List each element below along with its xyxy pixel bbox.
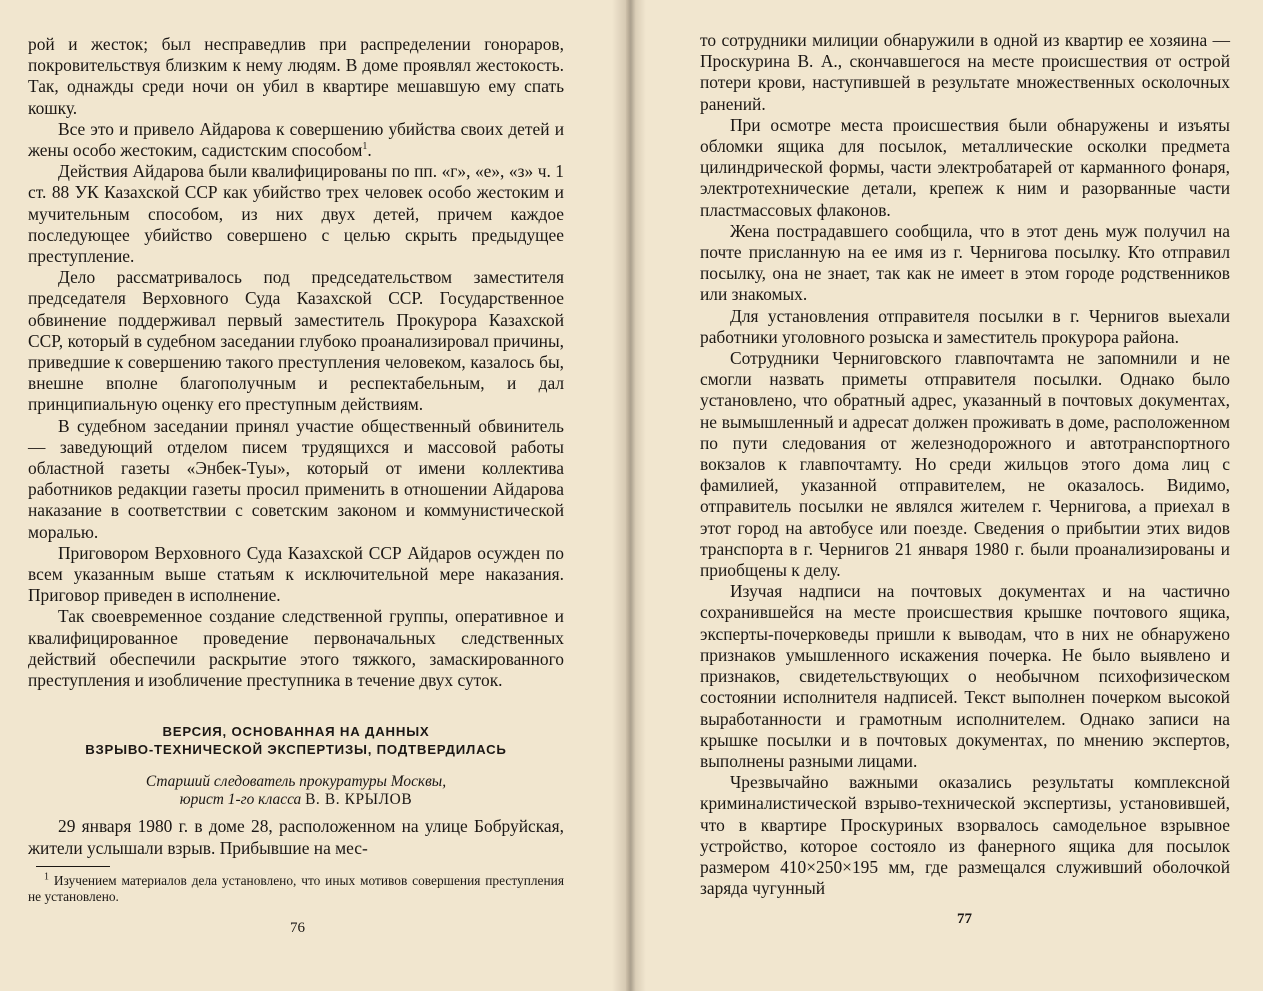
paragraph: Действия Айдарова были квалифицированы по пп. «г», «е», «з» ч. 1 ст. 88 УК Казахской ССР как убийство трех человек особо жестоким и мучительным способом, из них двух детей, причем каждое последующее убийство совершено с целью скрыть предыдущее преступление. bbox=[28, 161, 564, 267]
footnote bbox=[28, 873, 564, 905]
paragraph: Так своевременное создание следственной группы, оперативное и квалифицированное проведение первоначальных следственных действий обеспечили раскрытие этого тяжкого, замаскированного преступления и изобличение преступника в течение двух суток. bbox=[28, 606, 564, 691]
paragraph: Изучая надписи на почтовых документах и на частично сохранившейся на месте происшествия крышке почтового ящика, эксперты-почерковеды пришли к выводам, что в них не обнаружено признаков умышленного искажения почерка. Не было выявлено и признаков, свидетельствующих о необычном психофизическом состоянии исполнителя надписей. Текст выполнен почерком высокой выработанности и грамотным исполнителем. Однако записи на крышке посылки и в почтовых документах, по мнению экспертов, выполнены разными лицами. bbox=[700, 581, 1230, 771]
left-page bbox=[0, 0, 626, 991]
footnote-marker: 1 bbox=[362, 141, 368, 153]
byline-position: Старший следователь прокуратуры Москвы, bbox=[145, 773, 447, 791]
author-name: В. В. КРЫЛОВ bbox=[305, 790, 413, 808]
byline-rank: юрист 1-го класса bbox=[179, 790, 302, 808]
left-page-text bbox=[28, 34, 564, 905]
paragraph: Дело рассматривалось под председательством заместителя председателя Верховного Суда Казахской ССР. Государственное обвинение поддерживал первый заместитель Прокурора Казахской ССР, который в судебном заседании глубоко проанализировал причины, приведшие к совершению такого преступления человеком, казалось бы, внешне вполне благополучным и респектабельным, и дал принципиальную оценку его преступным действиям. bbox=[28, 267, 564, 415]
right-page bbox=[630, 0, 1263, 991]
page-number: 77 bbox=[957, 911, 972, 927]
paragraph: При осмотре места происшествия были обнаружены и изъяты обломки ящика для посылок, металлические осколки предмета цилиндрической формы, части электробатарей от карманного фонаря, электротехнические детали, крепеж к ним и разорванные части пластмассовых флаконов. bbox=[700, 114, 1230, 220]
paragraph: В судебном заседании принял участие общественный обвинитель — заведующий отделом писем трудящихся и массовой работы областной газеты «Энбек-Туы», который от имени коллектива работников редакции газеты просил применить в отношении Айдарова наказание в соответствии с советским законом и коммунистической моралью. bbox=[28, 415, 564, 542]
section-title-line: ВЕРСИЯ, ОСНОВАННАЯ НА ДАННЫХ bbox=[162, 724, 430, 740]
paragraph: Приговором Верховного Суда Казахской ССР Айдаров осужден по всем указанным выше статьям к исключительной мере наказания. Приговор приведен в исполнение. bbox=[28, 542, 564, 606]
paragraph-text: Все это и привело Айдарова к совершению убийства своих детей и жены особо жестоким, садистским способом bbox=[28, 118, 564, 161]
paragraph: 29 января 1980 г. в доме 28, расположенном на улице Бобруйская, жители услышали взрыв. Прибывшие на мес- bbox=[28, 816, 564, 858]
paragraph: Жена пострадавшего сообщила, что в этот день муж получил на почте присланную на ее имя из г. Чернигова посылку. Кто отправил посылку, она не знает, так как не имеет в этом городе родственников или знакомых. bbox=[700, 220, 1230, 305]
right-page-text bbox=[700, 30, 1230, 899]
section-title bbox=[28, 723, 564, 759]
footnote-divider bbox=[36, 866, 110, 867]
author-byline bbox=[28, 773, 564, 808]
paragraph: Чрезвычайно важными оказались результаты комплексной криминалистической взрыво-технической экспертизы, установившей, что в квартире Проскуриных взорвалось самодельное взрывное устройство, которое состояло из фанерного ящика для посылок размером 410×250×195 мм, где размещался служивший оболочкой заряда чугунный bbox=[700, 772, 1230, 899]
paragraph: Для установления отправителя посылки в г. Чернигов выехали работники уголовного розыска и заместитель прокурора района. bbox=[700, 305, 1230, 347]
page-number: 76 bbox=[290, 920, 305, 936]
section-title-line: ВЗРЫВО-ТЕХНИЧЕСКОЙ ЭКСПЕРТИЗЫ, ПОДТВЕРДИЛАСЬ bbox=[85, 742, 507, 758]
paragraph: рой и жесток; был несправедлив при распределении гонораров, покровительствуя близким к нему людям. В доме проявлял жестокость. Так, однажды среди ночи он убил в квартире мешавшую ему спать кошку. bbox=[28, 34, 564, 118]
footnote-marker: 1 bbox=[44, 871, 49, 883]
footnote-text: Изучением материалов дела установлено, что иных мотивов совершения преступления не установлено. bbox=[28, 872, 564, 904]
paragraph: Сотрудники Черниговского главпочтамта не запомнили и не смогли назвать приметы отправителя посылки. Однако было установлено, что обратный адрес, указанный в почтовых документах, не вымышленный и адресат должен проживать в доме, расположенном по пути следования от железнодорожного и автотранспортного вокзалов к главпочтамту. Но среди жильцов этого дома лиц с фамилией, указанной отправителем, не оказалось. Видимо, отправитель посылки не являлся жителем г. Чернигова, а приехал в этот город на автобусе или поезде. Сведения о прибытии этих видов транспорта в г. Чернигов 21 января 1980 г. были проанализированы и приобщены к делу. bbox=[700, 348, 1230, 581]
book-gutter bbox=[612, 0, 646, 991]
paragraph-with-footnote-ref: Все это и привело Айдарова к совершению убийства своих детей и жены особо жестоким, садистским способом$^1$. bbox=[28, 118, 564, 161]
paragraph: то сотрудники милиции обнаружили в одной из квартир ее хозяина — Проскурина В. А., скончавшегося на месте происшествия от острой потери крови, наступившей в результате множественных осколочных ранений. bbox=[700, 30, 1230, 114]
